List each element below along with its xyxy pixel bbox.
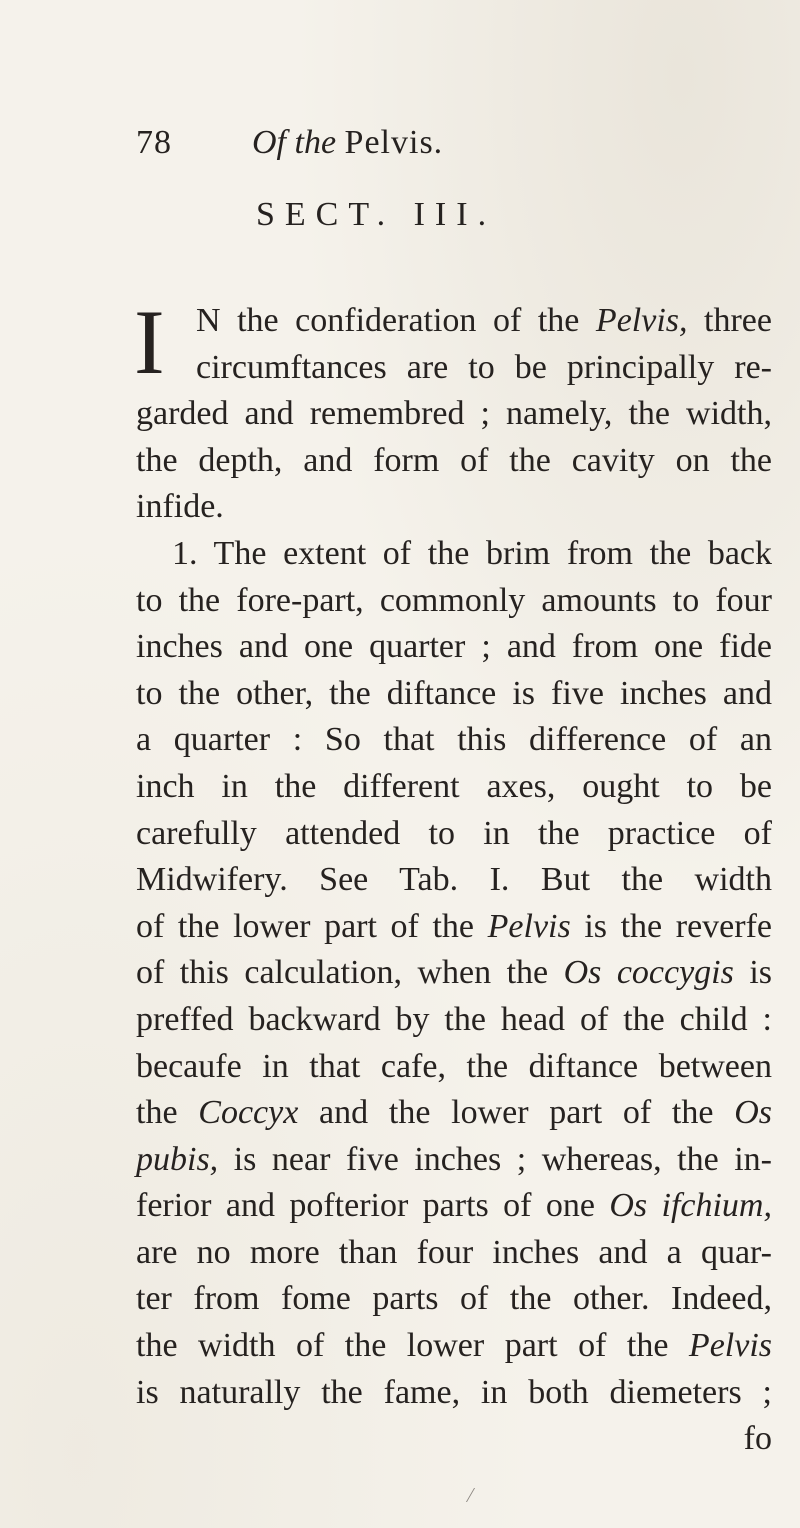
italic-term: Pelvis, [595, 302, 688, 339]
running-title-italic: Of the [252, 124, 337, 161]
text-run: ferior and pofterior parts of one [136, 1187, 610, 1225]
catchword: fo [743, 1420, 772, 1458]
italic-term: Pelvis [688, 1327, 772, 1365]
text-line: the depth, and form of the cavity on the [136, 441, 772, 479]
text-line [136, 1183, 772, 1230]
italic-term: Coccyx [198, 1094, 299, 1132]
text-line: infide. [136, 488, 224, 526]
text-line [136, 1323, 772, 1370]
italic-term: Os ifchium, [609, 1187, 772, 1225]
running-title [252, 124, 443, 162]
page-number: 78 [136, 124, 172, 161]
text-run: three [687, 302, 772, 339]
text-line: becaufe in that cafe, the diftance between [136, 1047, 772, 1085]
text-run: is the reverfe [570, 907, 772, 945]
text-line: circumftances are to be principally re- [196, 348, 772, 386]
text-line [136, 1137, 772, 1184]
text-line: carefully attended to in the practice of [136, 814, 772, 852]
text-run: the [136, 1094, 199, 1132]
body-paragraph [134, 291, 773, 1463]
running-title-caps: Pelvis. [344, 124, 444, 161]
text-run: of the lower part of the [136, 907, 488, 945]
text-run: the width of the lower part of the [136, 1327, 689, 1365]
text-run: of this calculation, when the [136, 954, 564, 992]
italic-term: Pelvis [487, 907, 571, 945]
stray-ink-mark [466, 1488, 483, 1502]
italic-term: pubis, [136, 1140, 219, 1178]
text-line: inch in the different axes, ought to be [136, 767, 772, 805]
text-line: to the other, the diftance is five inches and [136, 674, 772, 712]
drop-cap: I [134, 291, 165, 393]
text-line [136, 298, 772, 345]
running-header [136, 124, 736, 164]
text-line: a quarter : So that this difference of an [136, 721, 772, 759]
italic-term: Os coccygis [563, 954, 734, 992]
text-line: preffed backward by the head of the child : [136, 1000, 772, 1038]
text-line: ter from fome parts of the other. Indeed, [136, 1280, 772, 1318]
text-line: garded and remembred ; namely, the width, [136, 395, 772, 433]
italic-term: Os [734, 1094, 772, 1132]
text-line [136, 904, 772, 951]
section-heading: SECT. III. [256, 196, 497, 233]
text-line: 1. The extent of the brim from the back [172, 534, 772, 572]
text-line: inches and one quarter ; and from one fide [136, 628, 772, 666]
text-run: and the lower part of the [298, 1094, 735, 1132]
text-line: Midwifery. See Tab. I. But the width [136, 861, 772, 899]
text-line: are no more than four inches and a quar- [136, 1233, 772, 1271]
text-line: to the fore-part, commonly amounts to four [136, 581, 772, 619]
text-run: N the confideration of the [196, 302, 596, 339]
text-line [136, 1090, 772, 1137]
text-run: is [733, 954, 773, 992]
text-run: is near five inches ; whereas, the in- [218, 1140, 772, 1178]
text-line [136, 950, 772, 997]
text-line: is naturally the fame, in both diemeters ; [136, 1373, 772, 1411]
